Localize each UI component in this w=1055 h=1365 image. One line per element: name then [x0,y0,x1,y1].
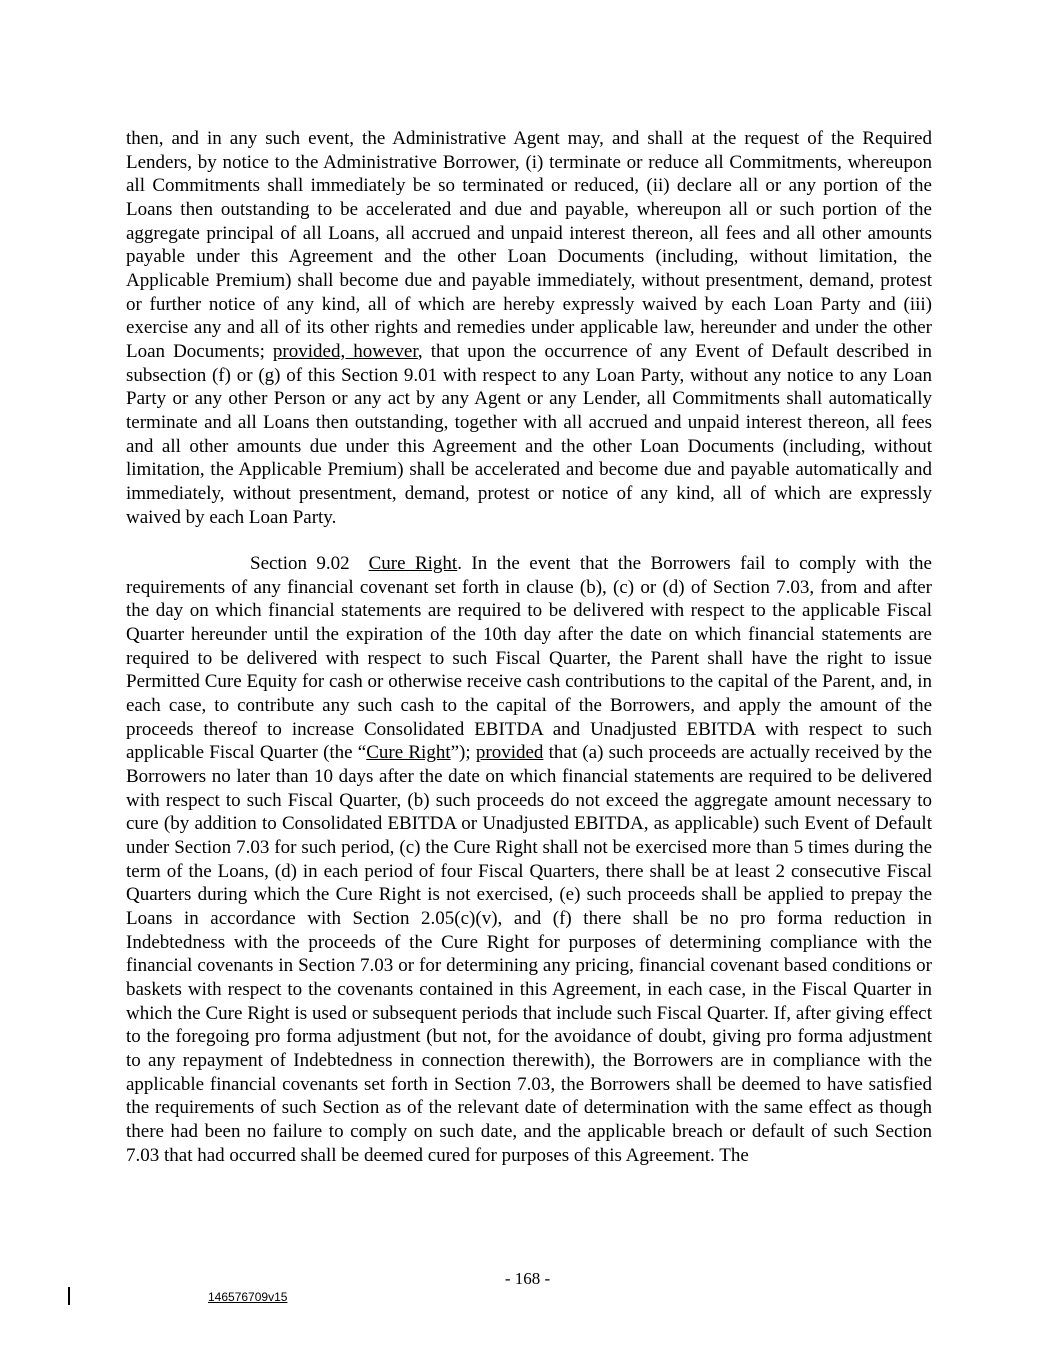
provided-term: provided [475,742,544,764]
section-number: Section 9.02 [250,553,350,575]
document-body [126,127,932,1167]
paragraph-text: then, and in any such event, the Administrative Agent may, and shall at the request of the Required Lenders, by notice to the Administrative Borrower, (i) terminate or reduce all Commitments, whereupon all Commitments shall immediately be so terminated or reduced, (ii) declare all or any portion of the Loans then outstanding to be accelerated and due and payable, whereupon all or such portion of the aggregate principal of all Loans, all accrued and unpaid interest thereon, all fees and all other amounts payable under this Agreement and the other Loan Documents (including, without limitation, the Applicable Premium) shall become due and payable immediately, without presentment, demand, protest or further notice of any kind, all of which are hereby expressly waived by each Loan Party and (iii) exercise any and all of its other rights and remedies under applicable law, hereunder and under the other Loan Documents; [126,128,932,362]
section-title: Cure Right [368,553,458,575]
revision-margin-bar [68,1287,70,1305]
page-number: - 168 - [504,1269,551,1288]
paragraph-text: , that upon the occurrence of any Event of Default described in subsection (f) or (g) of this Section 9.01 with respect to any Loan Party, without any notice to any Loan Party or any other Person or any act by any Agent or any Lender, all Commitments shall automatically terminate and all Loans then outstanding, together with all accrued and unpaid interest thereon, all fees and all other amounts due under this Agreement and the other Loan Documents (including, without limitation, the Applicable Premium) shall be accelerated and become due and payable automatically and immediately, without presentment, demand, protest or notice of any kind, all of which are expressly waived by each Loan Party. [126,340,932,528]
provided-however-term: provided, however [272,340,418,362]
paragraph-text: that (a) such proceeds are actually received by the Borrowers no later than 10 days after the date on which financial statements are required to be delivered with respect to such Fiscal Quarter, (b) such proceeds do not exceed the aggregate amount necessary to cure (by addition to Consolidated EBITDA or Unadjusted EBITDA, as applicable) such Event of Default under Section 7.03 for such period, (c) the Cure Right shall not be exercised more than 5 times during the term of the Loans, (d) in each period of four Fiscal Quarters, there shall be at least 2 consecutive Fiscal Quarters during which the Cure Right is not exercised, (e) such proceeds shall be applied to prepay the Loans in accordance with Section 2.05(c)(v), and (f) there shall be no pro forma reduction in Indebtedness with the proceeds of the Cure Right for purposes of determining compliance with the financial covenants in Section 7.03 or for determining any pricing, financial covenant based conditions or baskets with respect to the covenants contained in this Agreement, in each case, in the Fiscal Quarter in which the Cure Right is used or subsequent periods that include such Fiscal Quarter. If, after giving effect to the foregoing pro forma adjustment (but not, for the avoidance of doubt, giving pro forma adjustment to any repayment of Indebtedness in connection therewith), the Borrowers are in compliance with the applicable financial covenants set forth in Section 7.03, the Borrowers shall be deemed to have satisfied the requirements of such Section as of the relevant date of determination with the same effect as though there had been no failure to comply on such date, and the applicable breach or default of such Section 7.03 that had occurred shall be deemed cured for purposes of this Agreement. The [126,742,933,1166]
document-id: 146576709v15 [208,1290,288,1304]
paragraph-text: . In the event that the Borrowers fail to comply with the requirements of any financial covenant set forth in clause (b), (c) or (d) of Section 7.03, from and after the day on which financial statements are required to be delivered with respect to the applicable Fiscal Quarter hereunder until the expiration of the 10th day after the date on which financial statements are required to be delivered with respect to such Fiscal Quarter, the Parent shall have the right to issue Permitted Cure Equity for cash or otherwise receive cash contributions to the capital of the Parent, and, in each case, to contribute any such cash to the capital of the Borrowers, and apply the amount of the proceeds thereof to increase Consolidated EBITDA and Unadjusted EBITDA with respect to such applicable Fiscal Quarter (the “ [126,553,932,764]
paragraph-text: ”); [450,742,476,764]
defined-term-cure-right: Cure Right [366,742,451,764]
paragraph-section-9-02 [126,552,932,1167]
paragraph-acceleration-remedies [126,127,932,529]
